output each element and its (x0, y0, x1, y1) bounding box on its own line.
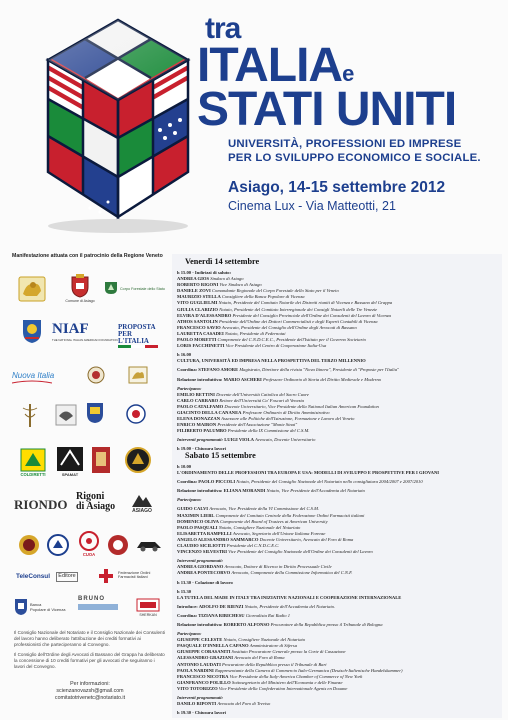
program-line: GUIDO CALVI Avvocato, Vice Presidente della VI Commissione del C.S.M. (177, 506, 320, 512)
program-line: h 19.00 - Chiusura lavori (177, 446, 226, 452)
coldiretti-flag-icon (20, 448, 46, 472)
comune-asiago-caption: Comune di Asiago (65, 299, 95, 303)
program-line: Interventi programmati: (177, 695, 224, 700)
program-line: Relazione introduttiva: ELIANA MORANDI Notaio, Vice Presidente dell'Accademia del Notariato (177, 488, 365, 494)
program-line: ANDREA GIORDANO Avvocato, Dottore di Ricerca in Diritto Processuale Civile (177, 564, 332, 570)
region-crest-logo (18, 318, 46, 344)
round-red-logo (106, 534, 130, 556)
program-line: GIACINTO DELLA CANANEA Professore Ordinario di Diritto Amministrativo (177, 409, 330, 415)
program-line: PAOLO MORETTI Componente del C.N.D.C.E.C., Presidente dell'Istituto per il Governo Societario (177, 337, 366, 343)
program-line: CULTURA, UNIVERSITÀ ED IMPRESA NELLA PROSPETTIVA DEL TERZO MILLENNIO (177, 358, 366, 364)
cross-icon (98, 568, 114, 584)
rigoni-wordmark-line-2: di Asiago (76, 501, 116, 512)
caduceus-logo (18, 402, 42, 428)
bruno-wordmark: BRUNO (78, 596, 105, 602)
commission-emblem-logo (52, 404, 80, 426)
day-1-schedule (177, 270, 497, 453)
program-line: Partecipano: (177, 631, 202, 637)
day-2-heading: Sabato 15 settembre (185, 451, 256, 460)
forestry-shield-icon (104, 281, 118, 295)
sherkan-mark-icon (136, 598, 160, 612)
niaf-wordmark: NIAF (52, 321, 89, 337)
program-line: EMILIO BETTINI Docente dell'Università Cattolica del Sacro Cuore (177, 391, 309, 397)
coat-of-arms-icon (70, 274, 90, 298)
contact-info (14, 681, 166, 702)
program-line: VITO TOTORIZZO Vice Presidente della Confederation Internationale Agents en Douane (177, 685, 348, 691)
eagle-emblem-icon (55, 404, 77, 426)
consortium-seal-icon (47, 534, 69, 556)
lion-of-venice-icon (18, 276, 46, 302)
coldiretti-caption: COLDIRETTI (20, 472, 46, 477)
national-council-logo (84, 402, 106, 424)
program-line: Coordina: STEFANO AMORE Magistrato, Direttore della rivista "Nova Itinera", Presidente di "Proposte per l'Italia" (177, 367, 399, 373)
program-line: ENRICO MAIRON Presidente dell'Associazione "Monte Sinai" (177, 422, 298, 428)
sherkan-logo (130, 598, 166, 617)
title-tra: tra (205, 12, 241, 45)
red-emblem-icon (91, 446, 111, 474)
proposta-wordmark: PROPOSTA PER L'ITALIA (118, 323, 156, 345)
day-1-heading: Venerdì 14 settembre (185, 257, 260, 266)
rigoni-logo (76, 492, 120, 512)
winged-lion-icon (128, 366, 148, 384)
program-line: h 15.30 (177, 588, 192, 594)
program-line: CLAUDIO SICILIOTTI Presidente del C.N.D.C.E.C. (177, 543, 280, 549)
program-line: PASQUALE D'INNELLA CAPANO Amministratore di Sifersa (177, 643, 298, 649)
nuova-italia-wordmark: Nuova Italia (12, 371, 55, 380)
university-seal-logo (86, 366, 106, 384)
rubiks-cube-flag-illustration (18, 12, 208, 240)
riondo-logo (14, 498, 74, 511)
banca-caption-1: Banca (30, 602, 42, 607)
car-icon (135, 538, 163, 552)
tre-venezie-logo (114, 366, 162, 384)
title-stati-uniti: STATI UNITI (197, 83, 457, 136)
program-line: PAOLO PASQUALI Notaio, Consigliere Nazionale del Notariato (177, 524, 301, 530)
program-line: Interventi programmati: LUIGI VIOLA Avvocato, Docente Universitario (177, 437, 316, 443)
program-line: MAXIMIN LIEBL Componente del Comitato Centrale della Federazione Ordini Farmacisti italiani (177, 512, 365, 518)
corpo-forestale-logo (104, 281, 166, 295)
program-line: PAOLA NARDINI Rappresentante della Camera di Commercio Italo-Germanica (Deutsch-Italienische Handelskammer) (177, 667, 403, 673)
program-line: h 13.30 - Colazione di lavoro (177, 579, 233, 585)
program-line: Relazione introduttiva: ROBERTO ALFONSO Procuratore della Repubblica presso il Tribunale di Bologna (177, 621, 383, 627)
sherkan-caption: SHERKAN (139, 613, 157, 617)
subtitle-line-1: UNIVERSITÀ, PROFESSIONI ED IMPRESE (228, 138, 462, 150)
federazione-logo (118, 570, 166, 579)
day-2-schedule (177, 464, 497, 716)
contact-email-2[interactable]: comitatotrivenetc@notariato.it (54, 695, 126, 701)
notary-seal-icon (86, 402, 104, 424)
program-line: ANDREA PONTECORVO Avvocato, Componente della Commissione Informatica del C.N.F. (177, 570, 353, 576)
spamat-logo (54, 446, 86, 477)
patronage-note: Manifestazione attuata con il patrocinio della Regione Veneto (12, 253, 163, 259)
program-line: Interventi programmati: (177, 558, 224, 564)
program-line: ANTONIO LAUDATI Procuratore della Repubblica presso il Tribunale di Bari (177, 661, 327, 667)
banca-popolare-logo (14, 598, 68, 616)
red-circle-seal-icon (107, 534, 129, 556)
dark-shield-icon (123, 446, 153, 474)
asiago-cheese-logo (16, 534, 42, 556)
event-subtitle (228, 137, 508, 165)
teleconsul-logo (14, 574, 52, 580)
program-line: h 10.00 (177, 464, 192, 469)
program-line: h 19.30 - Chiusura lavori (177, 710, 226, 716)
title-e: e (342, 61, 354, 86)
program-line: DANIELE ZOVI Comandante Regionale del Corpo Forestale dello Stato per il Veneto (177, 288, 339, 294)
crest-icon (21, 318, 43, 344)
asiago-caption: ASIAGO (132, 508, 152, 514)
program-line: FRANCESCO SAVIO Avvocato, Presidente del Consiglio dell'Ordine degli Avvocati di Bassano (177, 324, 357, 330)
cuoa-emblem-icon (78, 530, 100, 552)
proposta-per-italia-logo (118, 324, 166, 348)
event-date: Asiago, 14-15 settembre 2012 (228, 179, 446, 196)
program-line: ELVIRA D'ALESSANDRO Presidente del Consiglio Provinciale dell'Ordine dei Consulenti del Lavoro di Vicenza (177, 312, 391, 318)
tricolor-bar-icon (118, 345, 158, 348)
program-line: ANGELO ALESSANDRO SAMMARCO Docente Universitario, Avvocato del Foro di Roma (177, 536, 354, 542)
notaries-committee-logo (114, 404, 158, 424)
program-line: VITO GUGLIELMI Notaio, Presidente del Comitato Notarile dei Distretti riuniti di Vicenza e Bassano del Grappa (177, 300, 393, 306)
program-line: GIUSEPPE CELESTE Notaio, Consigliere Nazionale del Notariato (177, 637, 306, 643)
program-line: Coordina: TIZIANA RIBICHESU Giornalista Rai Radio 1 (177, 612, 290, 618)
program-line: Introduce: ADOLFO DE RIENZI Notaio, Presidente dell'Accademia del Notariato. (177, 603, 336, 609)
cuoa-logo (76, 530, 102, 557)
niaf-caption: THE NATIONAL ITALIAN AMERICAN FOUNDATION (52, 338, 118, 342)
contact-email-1[interactable]: scienzanovazsh@gmail.com (56, 688, 124, 694)
editore-wordmark: Editore (56, 572, 77, 582)
info-label: Per informazioni: (70, 681, 110, 687)
cuoa-caption: CUOA (82, 552, 96, 557)
program-line: VINCENZO SILVESTRI Vice Presidente del Consiglio Nazionale dell'Ordine dei Consulenti del Lavoro (177, 549, 373, 555)
program-line: ELISABETTA RAMPELLI Avvocato, Segretario dell'Unione Italiana Forense (177, 530, 326, 536)
program-line: GIANFRANCO POLILLO Sottosegretario del Ministero dell'Economia e delle Finanze (177, 679, 343, 685)
program-line: LAURETTA CASADEI Notaio, Presidente di Federnotai (177, 330, 286, 336)
bruno-logo (78, 596, 126, 612)
program-line: Coordina: PAOLO PICCOLI Notaio, Presidente del Consiglio Nazionale del Notariato nello consigliatura 2004/2007 e 2007/2010 (177, 479, 423, 485)
bank-shield-icon (14, 598, 28, 616)
red-square-logo (90, 446, 112, 474)
program-line: PAOLO CATALFAMO Docente Universitario, Vice Presidente della National Italian American Foundation (177, 403, 379, 409)
riondo-wordmark: RIONDO (14, 497, 68, 512)
program-line: Partecipano: (177, 497, 202, 503)
program-line: GIULIA CLARIZIO Notaio, Presidente del Comitato Interregionale dei Consigli Notarili delle Tre Venezie (177, 306, 378, 312)
pharmacy-cross-logo (96, 568, 116, 584)
banca-caption-2: Popolare di Vicenza (30, 607, 66, 612)
program-line: Partecipano: (177, 385, 202, 391)
title-italia-word: ITALIA (197, 39, 343, 92)
teleconsul-wordmark: TeleConsul (16, 573, 50, 580)
program-line: LA TUTELA DEL MADE IN ITALY TRA INIZIATIVE NAZIONALI E COOPERAZIONE INTERNAZIONALE (177, 594, 402, 600)
program-line: L'ORDINAMENTO DELLE PROFESSIONI TRA EUROPA E USA: MODELLI DI SVILUPPO E PROSPETTIVE PER I GIOVANI (177, 470, 440, 476)
program-line: ANDREA GIOS Sindaco di Asiago (177, 276, 244, 282)
event-venue: Cinema Lux - Via Matteotti, 21 (228, 199, 396, 213)
program-line: h 16.00 (177, 352, 192, 358)
shield-logo (118, 446, 158, 474)
coldiretti-logo (14, 448, 52, 477)
regione-veneto-logo (14, 276, 50, 302)
program-line: ELENA DONAZZAN Assessore alle Politiche dell'Istruzione, Formazione e Lavoro del Veneto (177, 416, 355, 422)
nuova-italia-logo (12, 372, 58, 384)
federazione-caption: Federazione Ordini Farmacisti Italiani (118, 571, 151, 579)
banca-text (30, 602, 66, 612)
bruno-mark-icon (78, 602, 118, 612)
credits-note-1: Il Consiglio Nazionale del Notariato e il Consiglio Nazionale dei Consulenti del lavoro hanno deliberato l'attribuzione dei crediti formativi ai professionisti che parteciperanno al Convegno. (14, 630, 165, 647)
spamat-mark-icon (56, 446, 84, 472)
niaf-logo (52, 321, 118, 342)
rigoni-wordmark-line-1: Rigoni (76, 491, 105, 502)
program-line: FRANCESCO NICOTRA Vice Presidente della Italy-America Chamber of Commerce of New York (177, 673, 363, 679)
program-line: DANILO RIPONTI Avvocato del Foro di Treviso (177, 701, 271, 707)
car-logo (134, 538, 164, 552)
caduceus-icon (21, 402, 39, 428)
editore-logo (54, 572, 80, 582)
asiago-logo (124, 492, 160, 513)
program-line: Relazione introduttiva: MARIO ASCHERI Professore Ordinario di Storia del Diritto Medievale e Moderno (177, 376, 382, 382)
program-line: GIUSEPPE CORASANITI Sostituto Procuratore Generale presso la Corte di Cassazione (177, 649, 346, 655)
mountain-icon (131, 492, 153, 508)
consortium-logo (46, 534, 70, 556)
program-line: ROBERTO RIGONI Vice Sindaco di Asiago (177, 282, 262, 288)
program-line: MAURIZIO STELLA Consigliere della Banca Popolare di Vicenza (177, 294, 305, 300)
credits-note-2: Il Consiglio dell'Ordine degli Avvocati di Bassano del Grappa ha deliberato la concessione di 10 crediti formativi per gli avvocati che seguiranno i lavori del Convegno. (14, 652, 165, 669)
program-line: DOMENICO OLIVA Componente del Board of Trustees at American University (177, 518, 328, 524)
program-line: CARLO CARRARO Rettore dell'Università Ca' Foscari di Venezia (177, 397, 304, 403)
corpo-forestale-caption: Corpo Forestale dello Stato (120, 286, 165, 291)
round-seal-icon (126, 404, 146, 424)
comune-asiago-logo (60, 274, 100, 303)
program-line: h 15.00 - Indirizzi di saluto: (177, 270, 232, 275)
seal-icon (87, 366, 105, 384)
program-line: ALESSANDRO GRAZIANI Avvocato del Foro di Roma (177, 655, 285, 661)
spamat-caption: SPAMAT (61, 472, 79, 477)
subtitle-line-2: PER LO SVILUPPO ECONOMICO E SOCIALE. (228, 152, 481, 164)
swoosh-icon (12, 380, 52, 384)
round-seal-gold-icon (18, 534, 40, 556)
program-line: ATHOS SANTOLIN Presidente dell'Ordine dei Dottori Commercialisti e degli Esperti Contabili di Vicenza (177, 318, 378, 324)
program-line: FILIBERTO PALUMBO Presidente della IX Commissione del C.S.M. (177, 428, 310, 434)
program-line: LORIS FACCHINETTI Vice Presidente del Centro di Cooperazione Italia-Usa (177, 343, 327, 349)
